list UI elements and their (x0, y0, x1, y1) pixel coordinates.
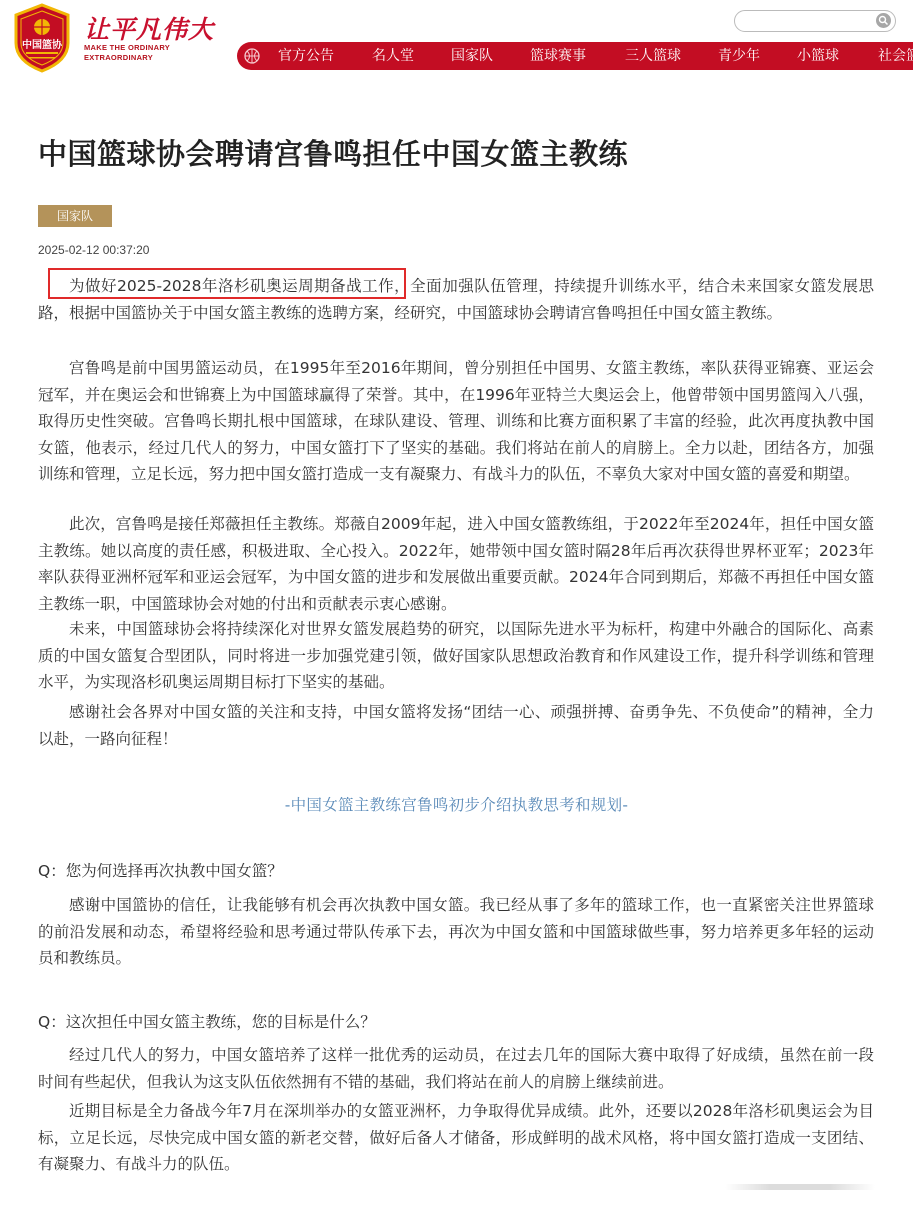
article-paragraph-5: 感谢社会各界对中国女篮的关注和支持，中国女篮将发扬“团结一心、顽强拼搏、奋勇争先、不负使命”的精神，全力以赴，一路向征程！ (38, 703, 874, 748)
slogan-english-line-1: MAKE THE ORDINARY (84, 43, 171, 52)
nav-item-community[interactable]: 社会篮 (878, 48, 920, 64)
nav-item-hall-of-fame[interactable]: 名人堂 (372, 48, 414, 64)
main-nav (237, 42, 920, 70)
answer-2-paragraph-1: 经过几代人的努力，中国女篮培养了这样一批优秀的运动员，在过去几年的国际大赛中取得了好成绩，虽然在前一段时间有些起伏，但我认为这支队伍依然拥有不错的基础，我们将站在前人的肩膀上继续前进。 (38, 1046, 874, 1091)
article-paragraph-1: 为做好2025-2028年洛杉矶奥运周期备战工作，全面加强队伍管理，持续提升训练水平，结合未来国家女篮发展思路，根据中国篮协关于中国女篮主教练的选聘方案，经研究，中国篮球协会聘请宫鲁鸣担任中国女篮主教练。 (38, 277, 874, 322)
interview-subtitle: -中国女篮主教练宫鲁鸣初步介绍执教思考和规划- (284, 796, 629, 814)
slogan-english (84, 43, 170, 63)
scroll-indicator[interactable] (725, 1184, 875, 1190)
basketball-icon (244, 48, 260, 64)
publish-date: 2025-02-12 00:37:20 (38, 243, 150, 257)
category-tag[interactable]: 国家队 (38, 205, 112, 227)
cba-logo[interactable] (12, 3, 72, 73)
article-paragraph-3: 此次，宫鲁鸣是接任郑薇担任主教练。郑薇自2009年起，进入中国女篮教练组，于2022年至2024年，担任中国女篮主教练。她以高度的责任感，积极进取、全心投入。2022年，她带领中国女篮时隔28年后再次获得世界杯亚军；2023年率队获得亚洲杯冠军和亚运会冠军，为中国女篮的进步和发展做出重要贡献。2024年合同到期后，郑薇不再担任中国女篮主教练一职，中国篮球协会对她的付出和贡献表示衷心感谢。 (38, 515, 874, 613)
slogan-english-line-2: EXTRAORDINARY (84, 53, 154, 62)
site-header (0, 0, 920, 78)
article-paragraph-4: 未来，中国篮球协会将持续深化对世界女篮发展趋势的研究，以国际先进水平为标杆，构建中外融合的国际化、高素质的中国女篮复合型团队，同时将进一步加强党建引领，做好国家队思想政治教育和作风建设工作，提升科学训练和管理水平，为实现洛杉矶奥运周期目标打下坚实的基础。 (38, 620, 874, 691)
nav-item-events[interactable]: 篮球赛事 (530, 48, 586, 64)
search-icon (876, 13, 891, 28)
search-button[interactable] (876, 13, 891, 28)
nav-item-youth[interactable]: 青少年 (718, 48, 760, 64)
logo-text: 中国篮协 (22, 40, 62, 51)
article-title: 中国篮球协会聘请宫鲁鸣担任中国女篮主教练 (38, 137, 629, 171)
question-1: Q：您为何选择再次执教中国女篮？ (38, 862, 283, 880)
answer-1: 感谢中国篮协的信任，让我能够有机会再次执教中国女篮。我已经从事了多年的篮球工作，也一直紧密关注世界篮球的前沿发展和动态，希望将经验和思考通过带队传承下去，再次为中国女篮和中国篮球做些事，努力培养更多年轻的运动员和教练员。 (38, 896, 874, 967)
search-input[interactable] (745, 13, 875, 31)
nav-item-national-team[interactable]: 国家队 (451, 48, 493, 64)
nav-item-mini-basketball[interactable]: 小篮球 (797, 48, 839, 64)
nav-item-3x3[interactable]: 三人篮球 (625, 48, 681, 64)
article-paragraph-2: 宫鲁鸣是前中国男篮运动员，在1995年至2016年期间，曾分别担任中国男、女篮主教练，率队获得亚锦赛、亚运会冠军，并在奥运会和世锦赛上为中国篮球赢得了荣誉。其中，在1996年亚特兰大奥运会上，他曾带领中国男篮闯入八强，取得历史性突破。宫鲁鸣长期扎根中国篮球，在球队建设、管理、训练和比赛方面积累了丰富的经验，此次再度执教中国女篮，他表示，经过几代人的努力，中国女篮打下了坚实的基础。我们将站在前人的肩膀上。全力以赴，团结各方，加强训练和管理，立足长远，努力把中国女篮打造成一支有凝聚力、有战斗力的队伍，不辜负大家对中国女篮的喜爱和期望。 (38, 359, 874, 483)
nav-item-announcements[interactable]: 官方公告 (278, 48, 334, 64)
question-2: Q：这次担任中国女篮主教练，您的目标是什么？ (38, 1013, 376, 1031)
answer-2-paragraph-2: 近期目标是全力备战今年7月在深圳举办的女篮亚洲杯，力争取得优异成绩。此外，还要以2028年洛杉矶奥运会为目标，立足长远，尽快完成中国女篮的新老交替，做好后备人才储备，形成鲜明的战术风格，将中国女篮打造成一支团结、有凝聚力、有战斗力的队伍。 (38, 1102, 874, 1173)
slogan-chinese: 让平凡伟大 (84, 15, 215, 44)
shield-logo-icon (12, 3, 72, 73)
search-box (734, 10, 896, 32)
